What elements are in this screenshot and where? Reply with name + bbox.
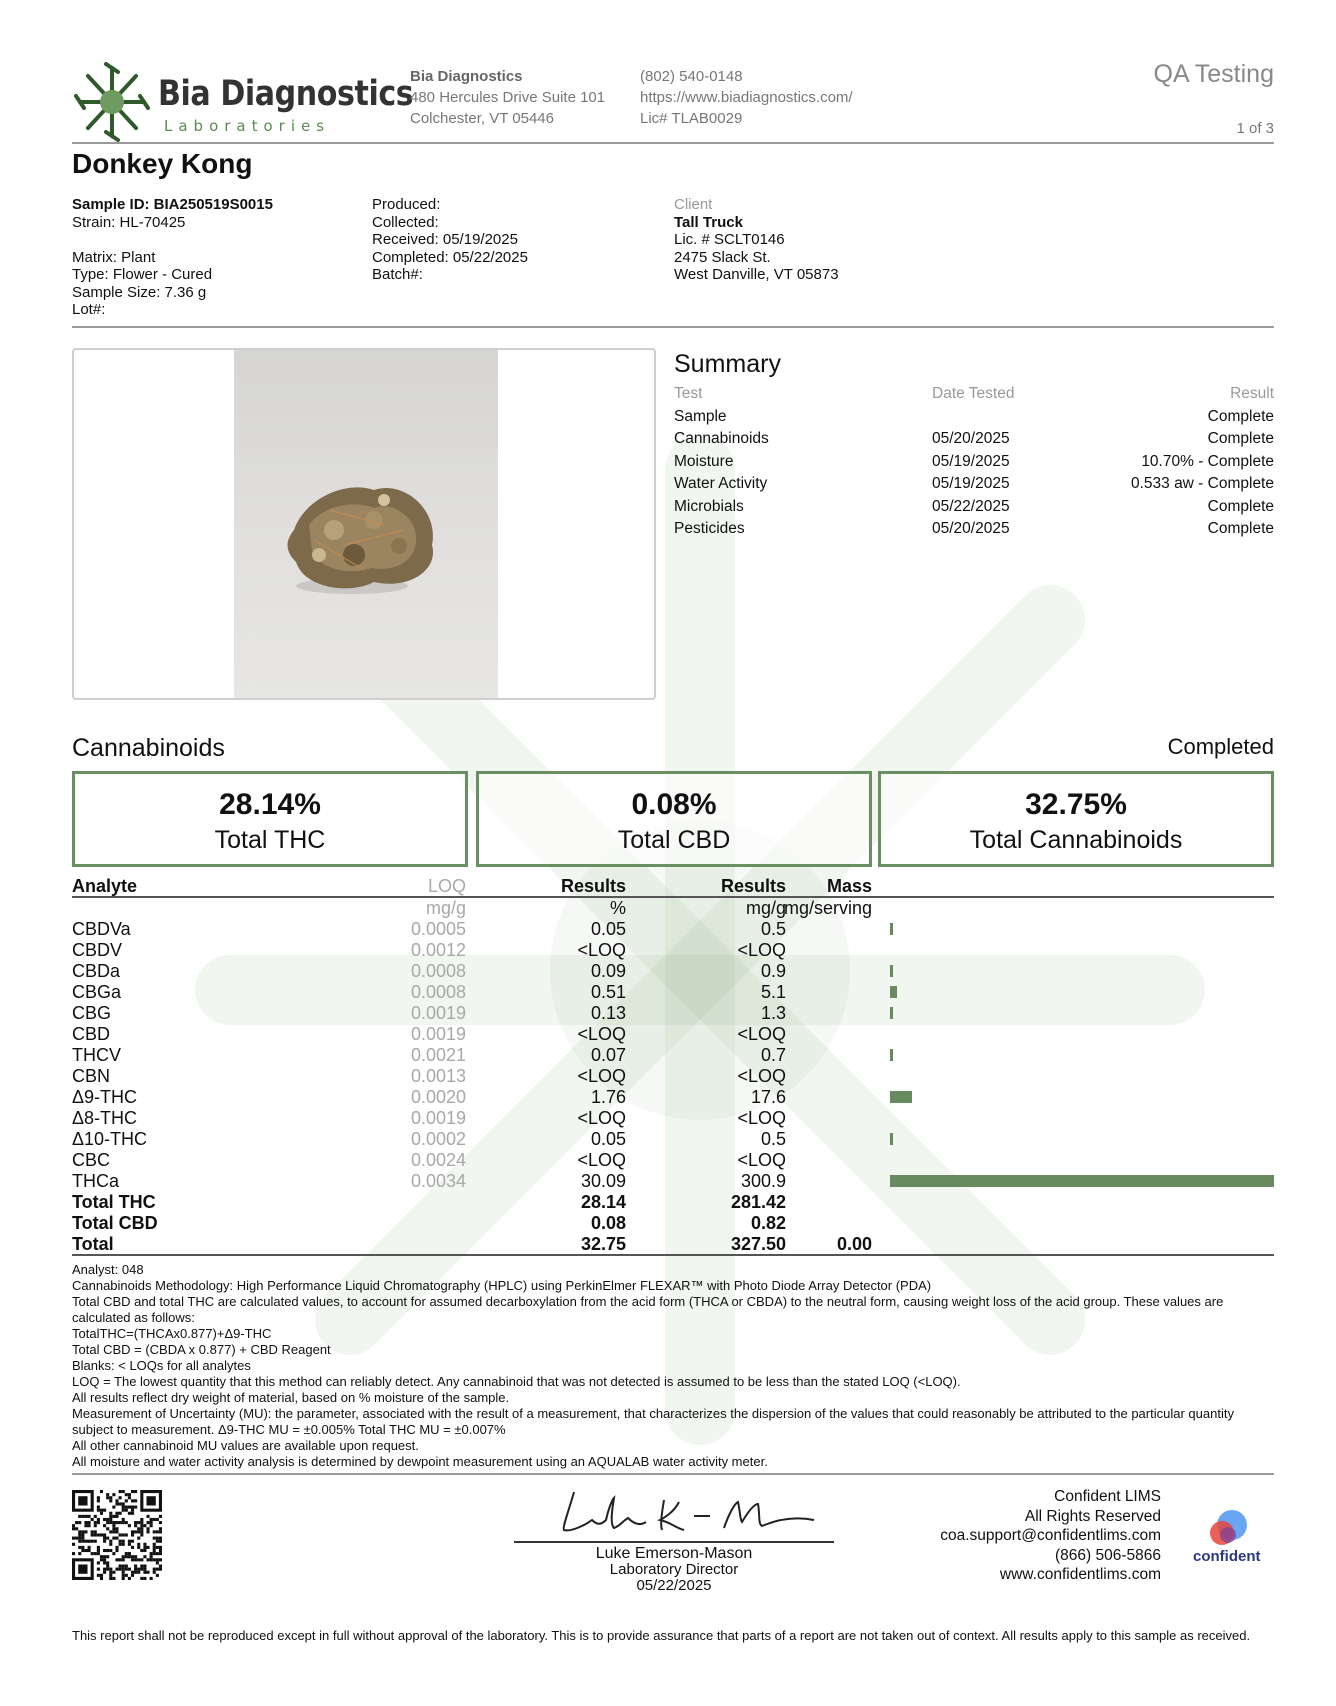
cell-mg: <LOQ [737,940,786,960]
cell-analyte: Δ8-THC [72,1108,138,1128]
received-date: Received: 05/19/2025 [372,231,518,248]
divider [72,1473,1274,1475]
cell-analyte: CBDV [72,940,123,960]
cell-loq: 0.0012 [410,940,466,960]
result-bar [890,1133,893,1145]
table-row [72,1171,1274,1192]
page-number: 1 of 3 [1236,120,1274,137]
cell-pct: <LOQ [577,940,626,960]
sample-matrix: Matrix: Plant [72,248,156,266]
header-loq: LOQ [427,876,466,896]
summary-header-date: Date Tested [932,385,1015,402]
sample-photo-frame [72,348,656,700]
cell-analyte: CBG [72,1003,112,1023]
summary-row [674,475,1274,498]
unit-loq: mg/g [425,898,466,918]
summary-title: Summary [674,350,781,378]
summary-row [674,498,1274,521]
produced-date: Produced: [372,196,441,213]
total-pct: 28.14 [580,1192,626,1212]
table-row [72,919,1274,940]
sample-photo [234,350,498,700]
result-bar [890,1175,1274,1187]
client-info [674,196,839,284]
summary-row [674,408,1274,431]
cell-mg: 0.7 [760,1045,786,1065]
header-results-pct: Results [560,876,626,896]
cell-pct: 0.09 [590,961,626,981]
cell-mg: 300.9 [740,1171,786,1191]
total-pct: 32.75 [580,1234,626,1254]
cell-analyte: Δ10-THC [72,1129,148,1149]
cell-loq: 0.0005 [410,919,466,939]
cell-analyte: CBDVa [72,919,131,939]
total-analyte: Total CBD [72,1213,158,1233]
summary-result: Complete [1207,430,1274,447]
divider [72,326,1274,328]
summary-date: 05/20/2025 [932,520,1010,537]
table-row [72,1066,1274,1087]
summary-result: 0.533 aw - Complete [1130,475,1274,492]
cannabinoids-title: Cannabinoids [72,734,225,762]
summary-result: Complete [1207,520,1274,537]
disclaimer: This report shall not be reproduced except in full without approval of the laboratory. This is to provide assurance that parts of a report are not taken out of context. All results apply to this sample as received. [72,1628,1251,1643]
cell-pct: <LOQ [577,1024,626,1044]
cell-mg: <LOQ [737,1150,786,1170]
summary-row [674,453,1274,476]
summary-header-test: Test [674,385,703,402]
table-row [72,1129,1274,1150]
report-header [72,58,1274,144]
sample-dates [372,196,528,284]
total-mg: 281.42 [730,1192,786,1212]
methodology-notes [72,1262,1272,1470]
summary-date: 05/22/2025 [932,497,1010,515]
header-results-mg: Results [720,876,786,896]
sample-id: Sample ID: BIA250519S0015 [72,196,273,213]
cannabinoid-table [72,876,1274,1256]
collected-date: Collected: [372,213,439,231]
lab-address-line1: 480 Hercules Drive Suite 101 [410,89,606,106]
logo-name: Bia Diagnostics [158,74,414,114]
total-thc-box [72,771,468,867]
table-header-row [72,876,1274,898]
cell-loq: 0.0019 [410,1003,466,1023]
note-line: Total CBD = (CBDA x 0.877) + CBD Reagent [72,1342,331,1357]
cell-pct: <LOQ [577,1066,626,1086]
table-units-row [72,898,1274,919]
summary-date: 05/20/2025 [932,430,1010,447]
lab-address-line2: Colchester, VT 05446 [410,110,554,127]
cell-loq: 0.0024 [410,1150,466,1170]
note-line: All results reflect dry weight of material, based on % moisture of the sample. [72,1390,510,1405]
cell-pct: <LOQ [577,1108,626,1128]
summary-panel [674,350,1274,543]
summary-result: Complete [1207,497,1274,515]
summary-result: Complete [1207,407,1274,425]
client-city: West Danville, VT 05873 [674,266,839,283]
total-thc-label: Total THC [214,826,326,854]
header-mass: Mass [826,876,872,896]
total-row [72,1192,1274,1213]
total-row [72,1213,1274,1234]
table-row [72,961,1274,982]
total-cannabinoids-box [878,771,1274,867]
qr-code-icon[interactable] [72,1490,162,1580]
logo-subtitle: Laboratories [164,117,331,135]
product-name: Donkey Kong [72,148,253,179]
total-mass: 0.00 [836,1234,872,1254]
signatory-name: Luke Emerson-Mason [595,1545,753,1562]
cell-loq: 0.0019 [410,1024,466,1044]
lab-address [410,66,605,129]
unit-mass: mg/serving [783,898,872,918]
summary-test: Water Activity [674,475,768,492]
lims-name: Confident LIMS [1054,1488,1161,1505]
result-bar [890,1007,893,1019]
total-thc-value: 28.14% [219,788,321,821]
completed-date: Completed: 05/22/2025 [372,248,528,266]
cell-analyte: CBGa [72,982,122,1002]
cell-mg: 1.3 [760,1003,786,1023]
result-bar [890,923,893,935]
cell-pct: 0.05 [590,919,626,939]
summary-test: Sample [674,407,727,425]
sample-type: Type: Flower - Cured [72,266,213,283]
signature-image [514,1480,834,1540]
lab-website[interactable]: https://www.biadiagnostics.com/ [640,89,853,106]
total-cbd-value: 0.08% [631,788,717,821]
lab-contact [640,66,853,129]
signatory-title: Laboratory Director [609,1561,739,1578]
result-bar [890,1091,912,1103]
lims-rights: All Rights Reserved [1024,1507,1161,1525]
cell-pct: 1.76 [590,1087,626,1107]
header-analyte: Analyte [72,876,138,896]
note-line: Blanks: < LOQs for all analytes [72,1358,251,1373]
cell-mg: <LOQ [737,1024,786,1044]
summary-test: Microbials [674,497,744,515]
cell-mg: <LOQ [737,1066,786,1086]
summary-header-row [674,385,1274,408]
sample-strain: Strain: HL-70425 [72,213,186,231]
lab-license: Lic# TLAB0029 [640,110,743,127]
cell-mg: 5.1 [760,982,786,1002]
cell-mg: 0.9 [760,961,786,981]
signatory [514,1546,834,1594]
table-row [72,1087,1274,1108]
cell-loq: 0.0008 [410,982,466,1002]
client-street: 2475 Slack St. [674,248,771,266]
table-row [72,1003,1274,1024]
total-pct: 0.08 [590,1213,626,1233]
summary-date: 05/19/2025 [932,452,1010,470]
cell-mg: 0.5 [760,919,786,939]
summary-row [674,430,1274,453]
cell-analyte: CBN [72,1066,111,1086]
result-bar [890,965,893,977]
cell-mg: 0.5 [760,1129,786,1149]
cell-analyte: CBDa [72,961,121,981]
cell-analyte: CBD [72,1024,111,1044]
cell-analyte: THCa [72,1171,120,1191]
note-line: All other cannabinoid MU values are available upon request. [72,1438,419,1453]
cell-pct: 0.07 [590,1045,626,1065]
total-mg: 327.50 [730,1234,786,1254]
summary-test: Moisture [674,452,734,470]
confident-logo-word: confident [1193,1548,1261,1565]
note-line: Measurement of Uncertainty (MU): the parameter, associated with the result of a measurement, that characterizes the dispersion of the values that could reasonably be attributed to the particular quantity subject to measurement. Δ9-THC MU = ±0.005% Total THC MU = ±0.007% [72,1406,1234,1437]
note-line: TotalTHC=(THCAx0.877)+Δ9-THC [72,1326,272,1341]
sample-info [72,196,273,319]
summary-header-result: Result [1230,385,1274,402]
total-analyte: Total THC [72,1192,156,1212]
total-mg: 0.82 [750,1213,786,1233]
note-line: All moisture and water activity analysis is determined by dewpoint measurement using an AQUALAB water activity meter. [72,1454,768,1469]
batch-number: Batch#: [372,266,423,283]
note-line: Analyst: 048 [72,1262,144,1277]
signature-line [514,1541,834,1543]
client-name: Tall Truck [674,213,743,231]
note-line: LOQ = The lowest quantity that this method can reliably detect. Any cannabinoid that was not detected is assumed to be less than the stated LOQ (<LOQ). [72,1374,961,1389]
table-row [72,1150,1274,1171]
cell-mg: <LOQ [737,1108,786,1128]
cannabis-bud-image [234,350,498,700]
total-cannabinoids-label: Total Cannabinoids [969,826,1183,854]
note-line: Cannabinoids Methodology: High Performance Liquid Chromatography (HPLC) using PerkinElmer FLEXAR™ with Photo Diode Array Detector (PDA) [72,1278,932,1293]
cell-loq: 0.0019 [410,1108,466,1128]
signature-date: 05/22/2025 [636,1577,712,1594]
lab-phone: (802) 540-0148 [640,68,743,85]
cannabinoids-status: Completed [1167,734,1274,759]
total-cbd-box [476,771,872,867]
cell-analyte: THCV [72,1045,121,1065]
result-bar [890,986,897,998]
cell-loq: 0.0034 [410,1171,466,1191]
lims-info [940,1487,1161,1585]
table-row [72,982,1274,1003]
lims-email[interactable]: coa.support@confidentlims.com [940,1527,1161,1544]
lims-website[interactable]: www.confidentlims.com [999,1566,1161,1583]
cell-loq: 0.0008 [410,961,466,981]
summary-row [674,520,1274,543]
result-bar [890,1049,893,1061]
total-analyte: Total [72,1234,114,1254]
sample-lot: Lot#: [72,301,106,318]
cell-mg: 17.6 [750,1087,786,1107]
cell-loq: 0.0013 [410,1066,466,1086]
report-title: QA Testing [1153,60,1274,88]
client-license: Lic. # SCLT0146 [674,231,785,248]
summary-test: Pesticides [674,520,745,537]
table-row [72,1024,1274,1045]
cell-analyte: CBC [72,1150,111,1170]
summary-test: Cannabinoids [674,430,769,447]
cell-pct: <LOQ [577,1150,626,1170]
sample-size: Sample Size: 7.36 g [72,283,207,301]
summary-result: 10.70% - Complete [1141,452,1274,470]
total-row [72,1234,1274,1256]
total-cbd-label: Total CBD [617,826,731,854]
cell-loq: 0.0020 [410,1087,466,1107]
cell-pct: 0.51 [590,982,626,1002]
cell-loq: 0.0002 [410,1129,466,1149]
total-cannabinoids-value: 32.75% [1025,788,1127,821]
lab-name: Bia Diagnostics [410,68,523,85]
unit-pct: % [609,898,626,918]
cell-loq: 0.0021 [410,1045,466,1065]
table-row [72,1045,1274,1066]
cell-pct: 0.05 [590,1129,626,1149]
unit-mg: mg/g [745,898,786,918]
table-row [72,1108,1274,1129]
client-label: Client [674,196,713,213]
summary-date: 05/19/2025 [932,475,1010,492]
cell-analyte: Δ9-THC [72,1087,138,1107]
table-row [72,940,1274,961]
cell-pct: 0.13 [590,1003,626,1023]
lims-phone: (866) 506-5866 [1055,1546,1161,1564]
note-line: Total CBD and total THC are calculated values, to account for assumed decarboxylation from the acid form (THCA or CBDA) to the neutral form, causing weight loss of the acid group. These values are calculated as follows: [72,1294,1224,1325]
cell-pct: 30.09 [580,1171,626,1191]
